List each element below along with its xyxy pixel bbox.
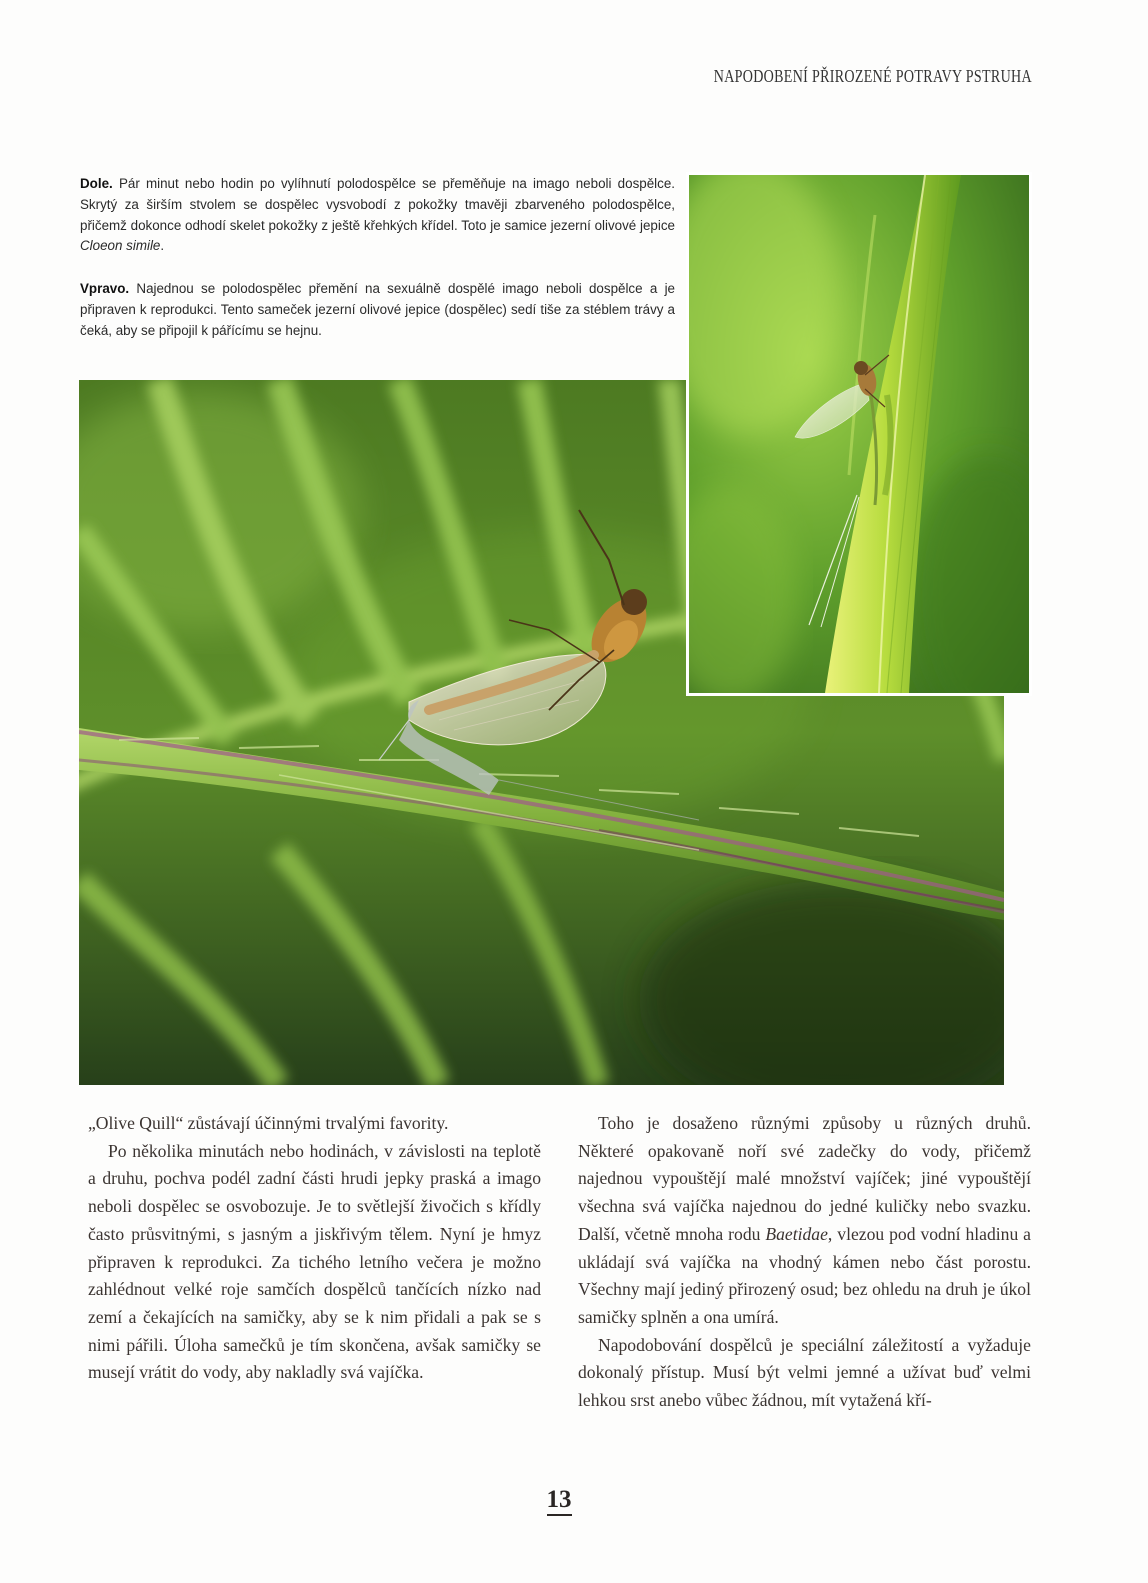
photo-mayfly-on-grass-blade — [686, 172, 1032, 696]
body-column-left — [88, 1110, 541, 1387]
mayfly-on-blade-illustration — [689, 175, 1029, 693]
running-header: NAPODOBENÍ PŘIROZENÉ POTRAVY PSTRUHA — [713, 66, 1032, 86]
page-number-value: 13 — [547, 1486, 572, 1516]
caption-right-lead: Vpravo. — [80, 281, 130, 297]
caption-below-species: Cloeon simile — [80, 238, 161, 254]
caption-block — [80, 174, 675, 364]
caption-right — [80, 279, 675, 341]
page-number — [0, 1486, 1118, 1514]
caption-below-text: Pár minut nebo hodin po vylíhnutí polodospělce se přeměňuje na imago neboli dospělce. Skrytý za širším stvolem se dospělec vysvobodí z pokožky tmavěji zbarveného polodospělce, přičemž dokonce odhodí skelet pokožky z ještě křehkých křídel. Toto je samice jezerní olivové jepice — [80, 176, 675, 233]
body-right-paragraph-1-start: Toho je dosaženo různými způsoby u různých druhů. Některé opakovaně noří své zadečky do vody, přičemž najednou vypouštějí malé množství vajíček; jiné vypouštějí všechna svá vajíčka najednou do jedné kuličky nebo svazku. Další, včetně mnoha rodu — [578, 1113, 1031, 1244]
body-right-paragraph-2: Napodobování dospělců je speciální záležitostí a vyžaduje dokonalý přístup. Musí být velmi jemné a užívat buď velmi lehkou srst anebo vůbec žádnou, mít vytažená kří- — [578, 1334, 1031, 1411]
body-column-right — [578, 1110, 1031, 1415]
caption-below-end: . — [160, 238, 165, 254]
body-right-genus: Baetidae — [765, 1223, 828, 1244]
body-right-paragraph-1-end: , vlezou pod vodní hladinu a ukládají svá vajíčka na vhodný kámen nebo část porostu. Všechny mají jediný přirozený osud; bez ohledu na druh je úkol samičky splněn a ona umírá. — [578, 1223, 1031, 1327]
caption-below-lead: Dole. — [80, 176, 113, 191]
body-left-paragraph-1: „Olive Quill“ zůstávají účinnými trvalými favority. — [88, 1113, 449, 1133]
body-right-paragraph-1 — [578, 1110, 1031, 1332]
caption-right-text: Najednou se polodospělec přemění na sexuálně dospělé imago neboli dospělce a je připraven k reprodukci. Tento sameček jezerní olivové jepice (dospělec) sedí tiše za stéblem trávy a čeká, aby se připojil k pářícímu se hejnu. — [80, 281, 675, 338]
caption-below — [80, 174, 675, 257]
body-left-paragraph-2: Po několika minutách nebo hodinách, v závislosti na teplotě a druhu, pochva podél zadní části hrudi jepky praská a imago neboli dospělec se osvobozuje. Je to světlejší živočich s křídly často průsvitnými, s jasným a jiskřivým tělem. Nyní je hmyz připraven k reprodukci. Za tichého letního večera je možno zahlédnout velké roje samčích dospělců tančících nízko nad zemí a čekajících na samičky, aby se k nim přidali a pak se s nimi pářili. Úloha samečků je tím skončena, avšak samičky se musejí vrátit do vody, aby nakladly svá vajíčka. — [88, 1140, 541, 1383]
